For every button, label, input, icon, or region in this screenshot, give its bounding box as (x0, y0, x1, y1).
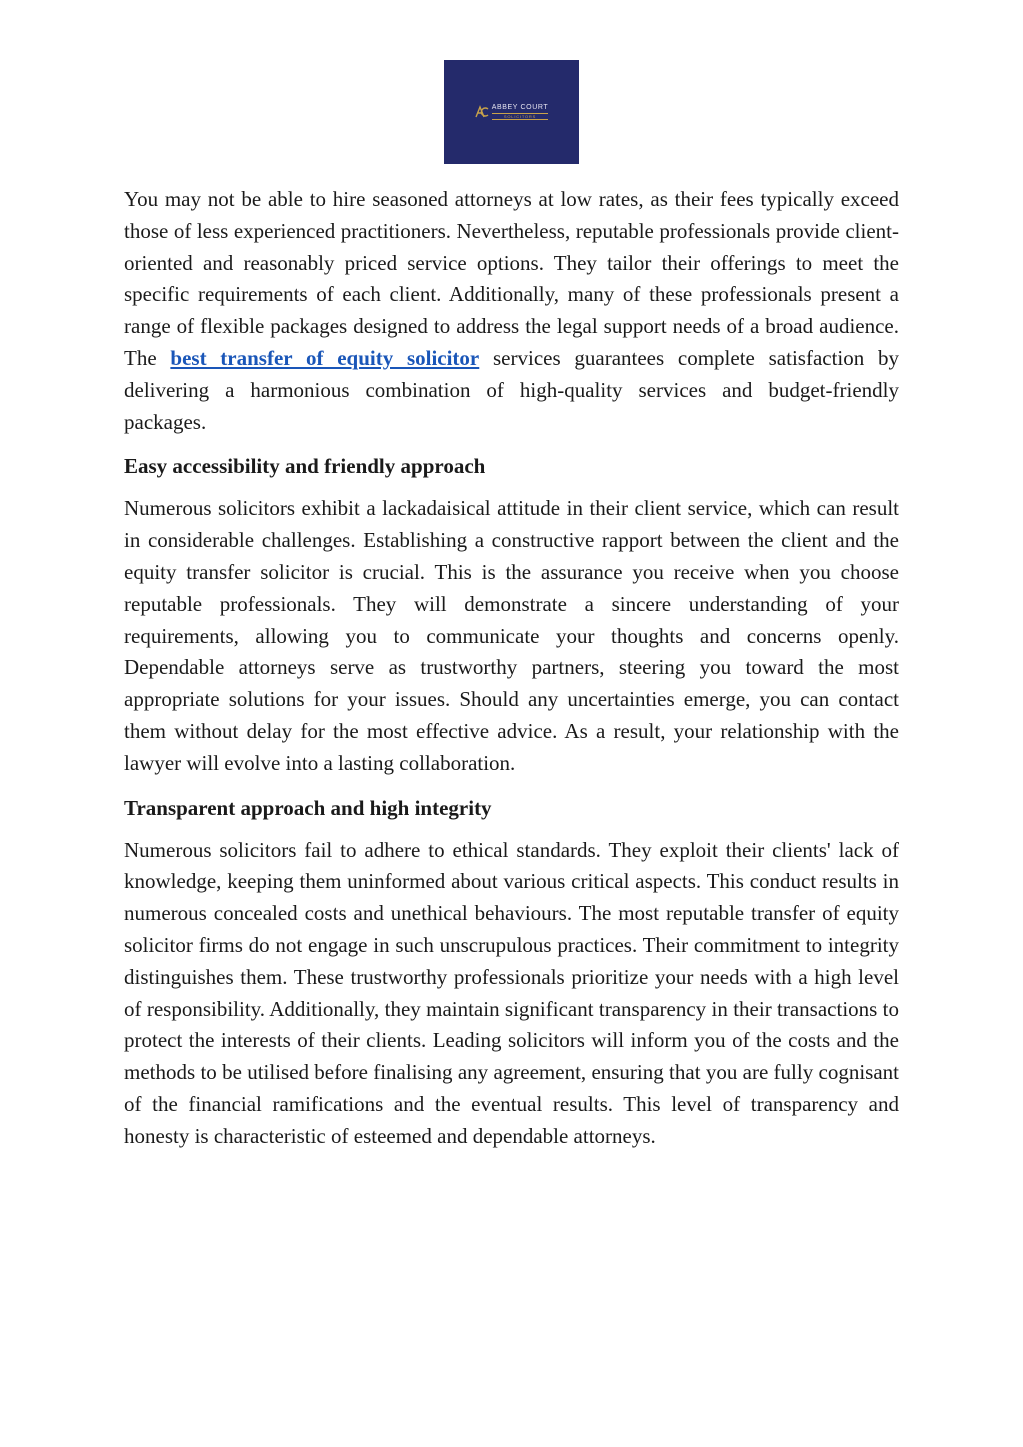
intro-paragraph (124, 184, 899, 438)
intro-text-after-link: services guarantees complete satisfaction by delivering a harmonious combination of high-quality services and budget-friendly packages. (124, 345, 899, 434)
section-body-integrity: Numerous solicitors fail to adhere to ethical standards. They exploit their clients' lack of knowledge, keeping them uninformed about various critical aspects. This conduct results in numerous concealed costs and unethical behaviours. The most reputable transfer of equity solicitor firms do not engage in such unscrupulous practices. Their commitment to integrity distinguishes them. These trustworthy professionals prioritize your needs with a high level of responsibility. Additionally, they maintain significant transparency in their transactions to protect the interests of their clients. Leading solicitors will inform you of the costs and the methods to be utilised before finalising any agreement, ensuring that you are fully cognisant of the financial ramifications and the eventual results. This level of transparency and honesty is characteristic of esteemed and dependable attorneys. (124, 837, 899, 1148)
section-body-accessibility: Numerous solicitors exhibit a lackadaisical attitude in their client service, which can result in considerable challenges. Establishing a constructive rapport between the client and the equity transfer solicitor is crucial. This is the assurance you receive when you choose reputable professionals. They will demonstrate a sincere understanding of your requirements, allowing you to communicate your thoughts and concerns openly. Dependable attorneys serve as trustworthy partners, steering you toward the most appropriate solutions for your issues. Should any uncertainties emerge, you can contact them without delay for the most effective advice. As a result, your relationship with the lawyer will evolve into a lasting collaboration. (124, 496, 899, 775)
logo-name: ABBEY COURT (491, 104, 549, 111)
section-heading-accessibility: Easy accessibility and friendly approach (124, 454, 486, 479)
article-body (124, 184, 899, 1153)
logo-subtitle: SOLICITORS (492, 113, 549, 120)
logo-monogram-icon (475, 105, 489, 119)
company-logo (444, 60, 579, 164)
intro-text-before-link: You may not be able to hire seasoned attorneys at low rates, as their fees typically exceed those of less experienced practitioners. Nevertheless, reputable professionals provide client-oriented and reasonably priced service options. They tailor their offerings to meet the specific requirements of each client. Additionally, many of these professionals present a range of flexible packages designed to address the legal support needs of a broad audience. The (124, 187, 899, 370)
best-transfer-of-equity-solicitor-link[interactable]: best transfer of equity solicitor (170, 345, 480, 370)
section-heading-integrity: Transparent approach and high integrity (124, 795, 492, 820)
